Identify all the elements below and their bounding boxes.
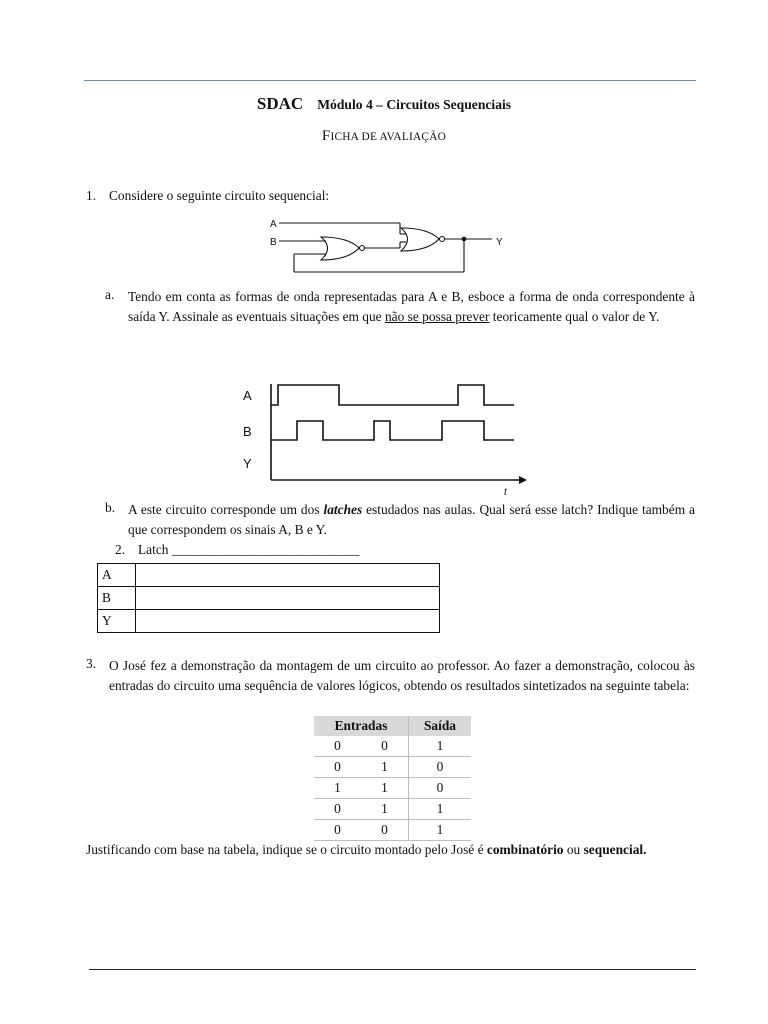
waveform-label-y: Y	[243, 456, 252, 471]
latch-signal-table	[97, 563, 440, 633]
input-1-cell: 0	[314, 757, 361, 778]
input-2-cell: 0	[361, 736, 409, 757]
output-cell: 0	[409, 757, 472, 778]
circuit-label-b: B	[270, 237, 277, 248]
question-1b-emphasis: latches	[323, 502, 363, 517]
input-2-cell: 0	[361, 820, 409, 841]
question-3-text: O José fez a demonstração da montagem de um circuito ao professor. Ao fazer a demonstração, colocou às entradas do circuito uma sequência de valores lógicos, obtendo os resultados sintetizados na seguinte tabela:	[109, 658, 695, 693]
conclusion-bold-combinatorio: combinatório	[486, 842, 564, 857]
table-row	[314, 757, 471, 778]
conclusion-text-mid: ou	[563, 842, 584, 857]
truth-table-header	[314, 716, 471, 736]
question-3-number: 3.	[86, 656, 97, 671]
circuit-label-y: Y	[496, 237, 503, 248]
module-title: Módulo 4 – Circuitos Sequenciais	[317, 97, 512, 112]
header-inputs: Entradas	[314, 716, 409, 736]
input-1-cell: 1	[314, 778, 361, 799]
question-1b-text-end: estudados nas aulas. Qual será esse latch? Indique também a que correspondem os sinais A, B e Y.	[128, 502, 695, 537]
document-title	[0, 94, 768, 114]
question-1a-marker: a.	[105, 287, 115, 302]
question-1b-text	[128, 500, 695, 540]
input-1-cell: 0	[314, 820, 361, 841]
question-2-text: Latch ____________________________	[138, 542, 360, 557]
question-1a-underlined: não se possa prever	[384, 309, 490, 324]
header-output: Saída	[409, 716, 472, 736]
table-row	[314, 820, 471, 841]
latch-answer-cell[interactable]	[136, 587, 440, 610]
subtitle-smallcaps: ICHA DE AVALIAÇÃO	[330, 131, 447, 143]
waveform-diagram	[238, 378, 528, 498]
input-2-cell: 1	[361, 757, 409, 778]
circuit-label-a: A	[270, 219, 277, 230]
truth-table	[314, 716, 471, 841]
question-1a-text	[128, 287, 695, 327]
footer-rule	[89, 969, 696, 970]
output-cell: 1	[409, 799, 472, 820]
question-1b-marker: b.	[105, 500, 116, 515]
header-rule	[84, 80, 696, 81]
subtitle-initial: F	[321, 128, 331, 144]
input-1-cell: 0	[314, 799, 361, 820]
question-1a-text-end: teoricamente qual o valor de Y.	[489, 309, 660, 324]
table-row	[314, 778, 471, 799]
waveform-label-a: A	[243, 388, 252, 403]
nand-latch-circuit-diagram	[266, 214, 512, 278]
output-cell: 1	[409, 820, 472, 841]
table-row	[314, 736, 471, 757]
question-1-text: Considere o seguinte circuito sequencial:	[109, 188, 330, 203]
output-cell: 0	[409, 778, 472, 799]
latch-answer-cell[interactable]	[136, 610, 440, 633]
waveform-label-b: B	[243, 424, 252, 439]
course-name: SDAC	[256, 94, 304, 113]
latch-row-label: Y	[98, 610, 136, 633]
output-cell: 1	[409, 736, 472, 757]
time-axis-arrow-icon	[519, 476, 527, 484]
conclusion-bold-sequencial: sequencial.	[583, 842, 647, 857]
latch-answer-cell[interactable]	[136, 564, 440, 587]
conclusion-text-start: Justificando com base na tabela, indique se o circuito montado pelo José é	[86, 842, 487, 857]
question-3-conclusion	[86, 840, 695, 860]
document-subtitle	[0, 128, 768, 145]
latch-row-b	[98, 587, 440, 610]
question-1b-text-start: A este circuito corresponde um dos	[128, 502, 324, 517]
time-axis-label: t	[504, 487, 507, 498]
input-2-cell: 1	[361, 778, 409, 799]
question-2-number: 2.	[115, 542, 126, 557]
latch-row-label: A	[98, 564, 136, 587]
question-1a-text-start: Tendo em conta as formas de onda representadas para A e B, esboce a forma de onda correspondente à saída Y. Assinale as eventuais situações em que	[128, 289, 695, 324]
question-1-number: 1.	[86, 188, 97, 203]
latch-row-label: B	[98, 587, 136, 610]
input-2-cell: 1	[361, 799, 409, 820]
input-1-cell: 0	[314, 736, 361, 757]
table-row	[314, 799, 471, 820]
latch-row-y	[98, 610, 440, 633]
latch-row-a	[98, 564, 440, 587]
